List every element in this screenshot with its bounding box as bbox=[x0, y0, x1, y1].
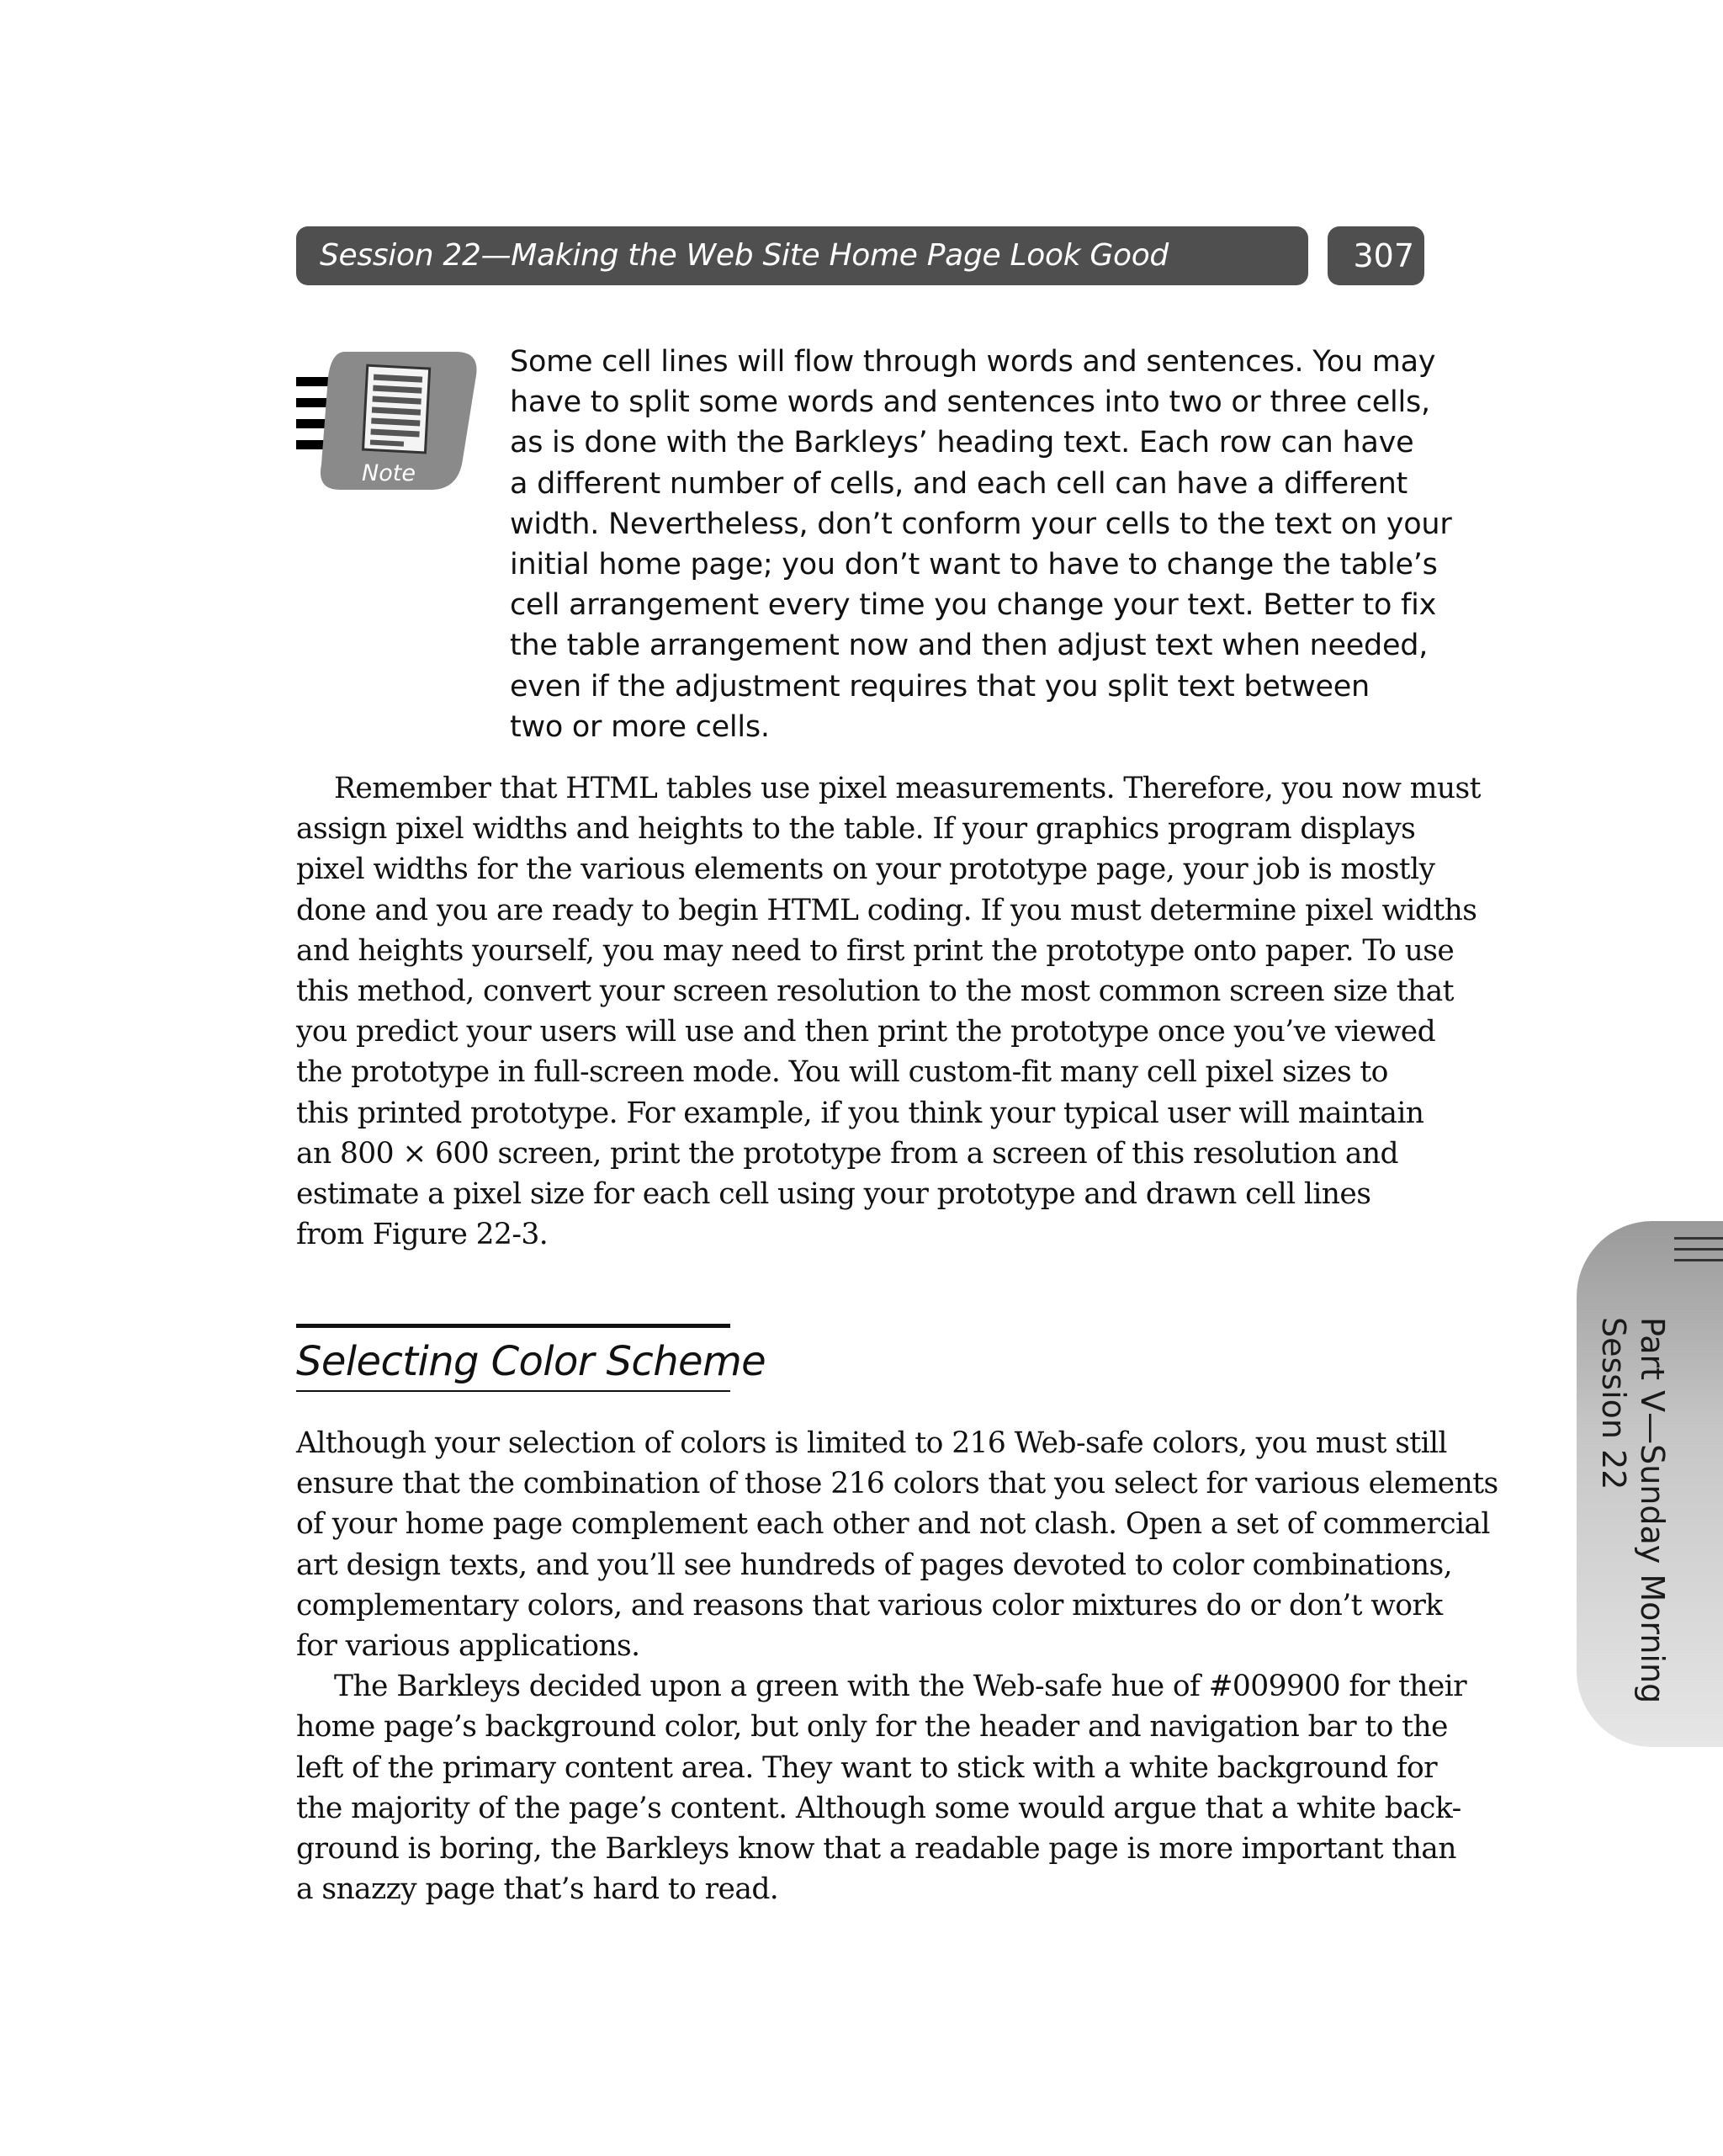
paragraph-line: home page’s background color, but only for the header and navigation bar to the bbox=[296, 1710, 1448, 1744]
side-tab-session: Session 22 bbox=[1595, 1317, 1632, 1490]
note-text bbox=[510, 342, 1452, 747]
thumb-tab-line bbox=[1674, 1248, 1723, 1251]
thumb-tab-lines bbox=[1674, 1237, 1723, 1270]
paragraph-line: for various applications. bbox=[296, 1629, 640, 1664]
note-line: Some cell lines will flow through words and sentences. You may bbox=[510, 345, 1436, 379]
note-icon bbox=[296, 352, 481, 495]
paragraph-line: the prototype in full-screen mode. You will custom-fit many cell pixel sizes to bbox=[296, 1055, 1388, 1090]
body-paragraph bbox=[296, 768, 1481, 1255]
paragraph-line: done and you are ready to begin HTML coding. If you must determine pixel widths bbox=[296, 893, 1477, 927]
paragraph-line: left of the primary content area. They want to stick with a white background for bbox=[296, 1750, 1438, 1785]
paragraph-line: The Barkleys decided upon a green with the Web-safe hue of #009900 for their bbox=[334, 1670, 1466, 1704]
note-icon-label: Note bbox=[362, 460, 416, 486]
paragraph-line: Although your selection of colors is limited to 216 Web-safe colors, you must still bbox=[296, 1426, 1447, 1460]
paragraph-line: estimate a pixel size for each cell using your prototype and drawn cell lines bbox=[296, 1177, 1371, 1212]
thumb-tab-line bbox=[1674, 1237, 1723, 1240]
paragraph-line: art design texts, and you’ll see hundreds of pages devoted to color combinations, bbox=[296, 1548, 1452, 1582]
paragraph-line: complementary colors, and reasons that various color mixtures do or don’t work bbox=[296, 1588, 1443, 1622]
note-line: width. Nevertheless, don’t conform your cells to the text on your bbox=[510, 507, 1452, 541]
note-line: two or more cells. bbox=[510, 709, 770, 744]
page-number-box bbox=[1328, 226, 1424, 285]
note-icon-document bbox=[363, 365, 430, 453]
paragraph-line: ground is boring, the Barkleys know that a readable page is more important than bbox=[296, 1832, 1456, 1867]
running-header-bar bbox=[296, 226, 1308, 285]
paragraph-line: this printed prototype. For example, if you think your typical user will maintain bbox=[296, 1096, 1424, 1130]
paragraph-line: the majority of the page’s content. Although some would argue that a white back- bbox=[296, 1791, 1461, 1825]
paragraph-line: assign pixel widths and heights to the table. If your graphics program displays bbox=[296, 812, 1416, 847]
page-number: 307 bbox=[1353, 237, 1414, 274]
side-tab-part: Part V—Sunday Morning bbox=[1634, 1317, 1671, 1704]
section-heading: Selecting Color Scheme bbox=[296, 1324, 730, 1392]
thumb-tab-line bbox=[1674, 1259, 1723, 1261]
paragraph-line: Remember that HTML tables use pixel measurements. Therefore, you now must bbox=[334, 772, 1481, 805]
paragraph-line: an 800 × 600 screen, print the prototype from a screen of this resolution and bbox=[296, 1136, 1398, 1171]
paragraph-line: and heights yourself, you may need to first print the prototype onto paper. To use bbox=[296, 933, 1455, 968]
paragraph-line: this method, convert your screen resolution to the most common screen size that bbox=[296, 974, 1454, 1009]
note-line: even if the adjustment requires that you split text between bbox=[510, 669, 1370, 704]
note-line: as is done with the Barkleys’ heading text. Each row can have bbox=[510, 426, 1414, 460]
paragraph-line: a snazzy page that’s hard to read. bbox=[296, 1872, 779, 1907]
note-line: cell arrangement every time you change your text. Better to fix bbox=[510, 588, 1437, 623]
note-line: the table arrangement now and then adjust text when needed, bbox=[510, 629, 1429, 663]
running-header-title: Session 22—Making the Web Site Home Page Look Good bbox=[320, 238, 1169, 273]
body-paragraph bbox=[296, 1423, 1498, 1909]
side-tab-text bbox=[1594, 1317, 1672, 1703]
paragraph-line: you predict your users will use and then print the prototype once you’ve viewed bbox=[296, 1015, 1436, 1049]
note-line: have to split some words and sentences into two or three cells, bbox=[510, 385, 1430, 420]
note-line: initial home page; you don’t want to have to change the table’s bbox=[510, 548, 1438, 582]
paragraph-line: pixel widths for the various elements on your prototype page, your job is mostly bbox=[296, 852, 1435, 887]
paragraph-line: ensure that the combination of those 216 colors that you select for various elements bbox=[296, 1467, 1498, 1501]
paragraph-line: from Figure 22-3. bbox=[296, 1218, 549, 1252]
note-line: a different number of cells, and each cell can have a different bbox=[510, 466, 1408, 501]
paragraph-line: of your home page complement each other and not clash. Open a set of commercial bbox=[296, 1507, 1490, 1542]
